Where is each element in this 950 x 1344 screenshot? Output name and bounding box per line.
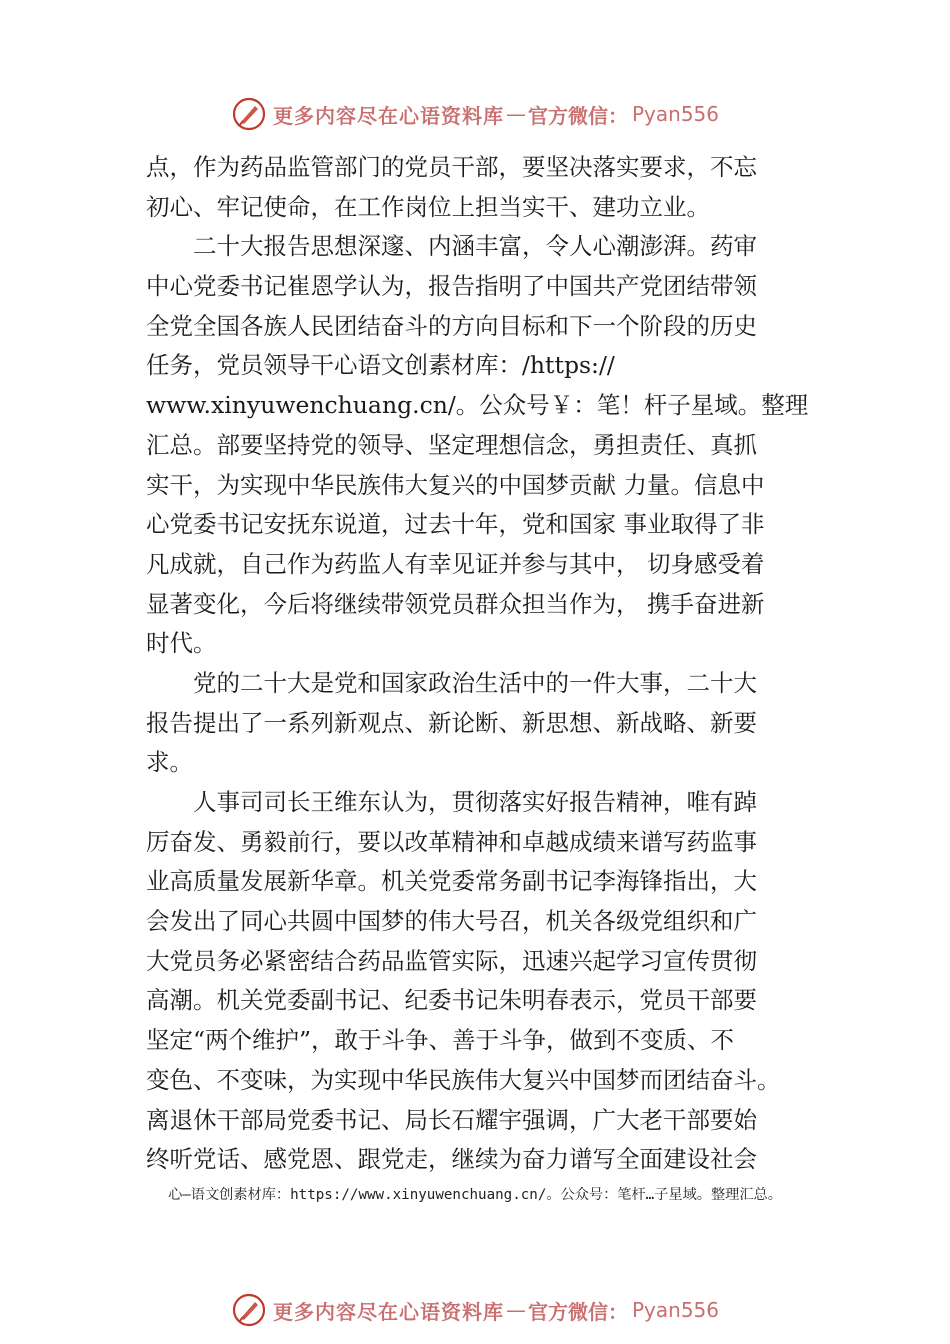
banner-title: 更多内容尽在心语资料库 — [272, 103, 504, 128]
text-line: 实干，为实现中华民族伟大复兴的中国梦贡献 力量。信息中 — [146, 470, 765, 499]
text-line: www.xinyuwenchuang.cn/。公众号￥：笔！杆子星域。整理 — [146, 391, 809, 420]
text-line: 变色、不变味，为实现中华民族伟大复兴中国梦而团结奋斗。 — [146, 1065, 781, 1094]
banner-wechat-id: Pyan556 — [631, 1298, 719, 1322]
banner-wechat-id: Pyan556 — [631, 102, 719, 126]
text-line: 点，作为药品监管部门的党员干部，要坚决落实要求，不忘 — [146, 153, 757, 181]
text-line: 初心、牢记使命，在工作岗位上担当实干、建功立业。 — [146, 192, 710, 221]
text-line: 中心党委书记崔恩学认为，报告指明了中国共产党团结带领 — [146, 272, 757, 301]
quill-logo-icon — [231, 1292, 267, 1328]
text-line: 心党委书记安抚东说道，过去十年，党和国家 事业取得了非 — [146, 510, 765, 539]
text-line: 汇总。部要坚持党的领导、坚定理想信念，勇担责任、真抓 — [146, 430, 757, 459]
text-line: 人事司司长王维东认为，贯彻落实好报告精神，唯有踔 — [146, 788, 757, 816]
text-line: 显著变化，今后将继续带领党员群众担当作为， 携手奋进新 — [146, 589, 765, 618]
text-line: 报告提出了一系列新观点、新论断、新思想、新战略、新要 — [146, 708, 757, 737]
banner-separator: — — [505, 1298, 526, 1322]
banner-wechat-label: 官方微信： — [527, 103, 628, 128]
footer-banner — [0, 1290, 950, 1330]
text-line: 大党员务必紧密结合药品监管实际，迅速兴起学习宣传贯彻 — [146, 946, 757, 975]
text-line: 全党全国各族人民团结奋斗的方向目标和下一个阶段的历史 — [146, 311, 757, 340]
text-line: 党的二十大是党和国家政治生活中的一件大事，二十大 — [146, 668, 757, 697]
banner-separator: — — [505, 102, 526, 126]
text-line: 时代。 — [146, 629, 217, 658]
text-line: 求。 — [146, 748, 193, 777]
text-line: 厉奋发、勇毅前行，要以改革精神和卓越成绩来谱写药监事 — [146, 827, 757, 856]
text-line: 任务，党员领导干心语文创素材库：/https:// — [146, 351, 615, 380]
text-line: 离退休干部局党委书记、局长石耀宇强调，广大老干部要始 — [146, 1105, 757, 1134]
text-line: 会发出了同心共圆中国梦的伟大号召，机关各级党组织和广 — [146, 907, 757, 936]
banner-wechat-label: 官方微信： — [527, 1299, 628, 1324]
text-line: 二十大报告思想深邃、内涵丰富，令人心潮澎湃。药审 — [146, 232, 757, 261]
text-line: 高潮。机关党委副书记、纪委书记朱明春表示，党员干部要 — [146, 986, 757, 1015]
text-line: 坚定“两个维护”，敢于斗争、善于斗争，做到不变质、不 — [146, 1026, 735, 1055]
quill-logo-icon — [231, 96, 267, 132]
document-body — [146, 148, 822, 1180]
header-banner — [0, 94, 950, 134]
banner-title: 更多内容尽在心语资料库 — [272, 1299, 504, 1324]
text-line: 业高质量发展新华章。机关党委常务副书记李海锋指出，大 — [146, 867, 757, 896]
page-footer: 心—语文创素材库：https://www.xinyuwenchuang.cn/。公众号：笔杆…子星域。整理汇总。 — [168, 1187, 782, 1203]
text-line: 终听党话、感党恩、跟党走，继续为奋力谱写全面建设社会 — [146, 1145, 757, 1174]
text-line: 凡成就，自己作为药监人有幸见证并参与其中， 切身感受着 — [146, 549, 765, 578]
